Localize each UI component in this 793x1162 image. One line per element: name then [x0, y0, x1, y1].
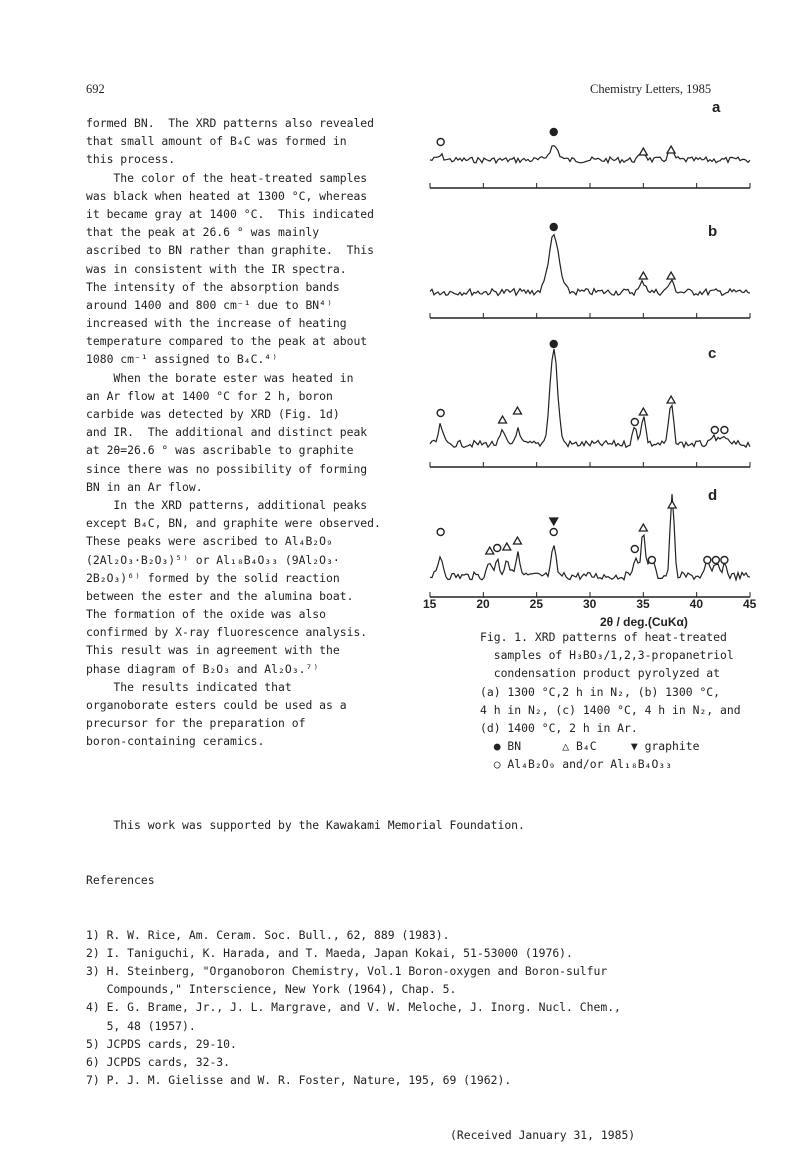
reference-item: 3) H. Steinberg, "Organoboron Chemistry, Vol.1 Boron-oxygen and Boron-sulfur	[86, 963, 608, 978]
al-borate-marker	[712, 557, 719, 564]
reference-item: 4) E. G. Brame, Jr., J. L. Margrave, and V. W. Meloche, J. Inorg. Nucl. Chem.,	[86, 1000, 621, 1015]
b4c-marker	[639, 524, 647, 531]
x-tick-label: 20	[476, 597, 490, 611]
x-tick-label: 30	[583, 597, 597, 611]
body-line: 2B₂O₃)⁶⁾ formed by the solid reaction	[86, 570, 340, 585]
x-tick-label: 15	[423, 597, 437, 611]
body-line: that the peak at 26.6 ° was mainly	[86, 225, 320, 240]
body-line: temperature compared to the peak at about	[86, 334, 368, 349]
caption-line: (a) 1300 °C,2 h in N₂, (b) 1300 °C,	[480, 684, 721, 699]
caption-line: samples of H₃BO₃/1,2,3-propanetriol	[480, 648, 734, 663]
page-number: 692	[86, 82, 105, 96]
body-line: confirmed by X-ray fluorescence analysis.	[86, 625, 368, 640]
body-line: precursor for the preparation of	[86, 716, 306, 731]
b4c-marker	[503, 543, 511, 550]
body-line: except B₄C, BN, and graphite were observed.	[86, 516, 381, 531]
body-text	[86, 114, 416, 751]
x-axis-label: 2θ / deg.(CuKα)	[600, 615, 688, 629]
bn-marker	[550, 224, 557, 231]
x-tick-label: 35	[636, 597, 650, 611]
reference-item: 5, 48 (1957).	[86, 1018, 196, 1033]
body-line: was black when heated at 1300 °C, whereas	[86, 188, 368, 203]
reference-item: 2) I. Taniguchi, K. Harada, and T. Maeda, Japan Kokai, 51-53000 (1976).	[86, 945, 573, 960]
body-line: When the borate ester was heated in	[86, 370, 354, 385]
b4c-marker	[486, 547, 494, 554]
body-line: organoborate esters could be used as a	[86, 698, 347, 712]
b4c-marker	[667, 396, 675, 403]
graphite-marker	[550, 518, 558, 525]
reference-list	[86, 926, 766, 1090]
figure-caption	[480, 628, 741, 774]
b4c-marker	[667, 272, 675, 279]
al-borate-marker	[631, 419, 638, 426]
acknowledgement: This work was supported by the Kawakami Memorial Foundation.	[86, 818, 525, 833]
body-line: The formation of the oxide was also	[86, 607, 327, 622]
al-borate-marker	[704, 557, 711, 564]
al-borate-marker	[711, 427, 718, 434]
panel-label-d: d	[708, 487, 718, 504]
received-date: (Received January 31, 1985)	[450, 1127, 636, 1142]
reference-item: 5) JCPDS cards, 29-10.	[86, 1036, 237, 1051]
x-tick-label: 45	[743, 597, 757, 611]
body-line: this process.	[86, 152, 176, 167]
body-line: phase diagram of B₂O₃ and Al₂O₃.⁷⁾	[86, 661, 320, 676]
body-line: This result was in agreement with the	[86, 643, 340, 658]
bn-marker	[550, 341, 557, 348]
body-line: The intensity of the absorption bands	[86, 279, 340, 294]
body-line: In the XRD patterns, additional peaks	[86, 497, 368, 512]
b4c-marker	[639, 148, 647, 155]
body-line: since there was no possibility of forming	[86, 461, 368, 476]
body-line: at 2θ=26.6 ° was ascribable to graphite	[86, 443, 354, 458]
caption-line: ● BN △ B₄C ▼ graphite	[480, 739, 700, 754]
caption-line: (d) 1400 °C, 2 h in Ar.	[480, 720, 638, 735]
caption-line: condensation product pyrolyzed at	[480, 666, 721, 681]
al-borate-marker	[437, 529, 444, 536]
references-title: References	[86, 873, 155, 887]
body-line: was in consistent with the IR spectra.	[86, 261, 347, 276]
al-borate-marker	[631, 546, 638, 553]
reference-item: 7) P. J. M. Gielisse and W. R. Foster, Nature, 195, 69 (1962).	[86, 1073, 512, 1088]
b4c-marker	[668, 501, 676, 508]
al-borate-marker	[494, 545, 501, 552]
al-borate-marker	[721, 427, 728, 434]
al-borate-marker	[437, 139, 444, 146]
reference-item: Compounds," Interscience, New York (1964), Chap. 5.	[86, 982, 457, 997]
xrd-trace-a	[430, 146, 750, 163]
al-borate-marker	[437, 410, 444, 417]
xrd-trace-d	[430, 494, 750, 580]
al-borate-marker	[550, 529, 557, 536]
body-line: formed BN. The XRD patterns also revealed	[86, 116, 375, 130]
caption-line: 4 h in N₂, (c) 1400 °C, 4 h in N₂, and	[480, 702, 741, 717]
body-line: BN in an Ar flow.	[86, 479, 203, 494]
body-line: The results indicated that	[86, 679, 292, 694]
al-borate-marker	[721, 557, 728, 564]
body-line: (2Al₂O₃·B₂O₃)⁵⁾ or Al₁₈B₄O₃₃ (9Al₂O₃·	[86, 552, 340, 567]
caption-line: ○ Al₄B₂O₉ and/or Al₁₈B₄O₃₃	[480, 757, 673, 772]
body-line: that small amount of B₄C was formed in	[86, 134, 347, 149]
journal-header: Chemistry Letters, 1985	[590, 82, 712, 96]
body-line: between the ester and the alumina boat.	[86, 588, 354, 603]
caption-line: Fig. 1. XRD patterns of heat-treated	[480, 630, 727, 644]
xrd-figure	[420, 100, 770, 630]
b4c-marker	[513, 537, 521, 544]
b4c-marker	[513, 407, 521, 414]
back-matter	[86, 780, 766, 1162]
panel-label-c: c	[708, 345, 717, 362]
body-line: around 1400 and 800 cm⁻¹ due to BN⁴⁾	[86, 297, 333, 312]
body-line: and IR. The additional and distinct peak	[86, 425, 368, 440]
body-line: The color of the heat-treated samples	[86, 170, 368, 185]
body-line: ascribed to BN rather than graphite. This	[86, 243, 375, 258]
body-line: 1080 cm⁻¹ assigned to B₄C.⁴⁾	[86, 352, 279, 367]
reference-item: 6) JCPDS cards, 32-3.	[86, 1054, 231, 1069]
body-line: it became gray at 1400 °C. This indicated	[86, 206, 375, 221]
body-line: increased with the increase of heating	[86, 316, 347, 331]
x-tick-label: 25	[529, 597, 544, 611]
b4c-marker	[499, 416, 507, 423]
b4c-marker	[639, 408, 647, 415]
panel-label-a: a	[712, 100, 721, 116]
b4c-marker	[639, 272, 647, 279]
xrd-trace-b	[430, 235, 750, 296]
body-line: boron-containing ceramics.	[86, 734, 265, 749]
xrd-trace-c	[430, 349, 750, 448]
reference-item: 1) R. W. Rice, Am. Ceram. Soc. Bull., 62, 889 (1983).	[86, 927, 450, 942]
al-borate-marker	[648, 557, 655, 564]
body-line: These peaks were ascribed to Al₄B₂O₉	[86, 534, 333, 549]
bn-marker	[550, 129, 557, 136]
panel-label-b: b	[708, 223, 718, 240]
body-line: carbide was detected by XRD (Fig. 1d)	[86, 407, 340, 421]
x-tick-label: 40	[689, 597, 704, 611]
b4c-marker	[667, 146, 675, 153]
body-line: an Ar flow at 1400 °C for 2 h, boron	[86, 388, 333, 403]
